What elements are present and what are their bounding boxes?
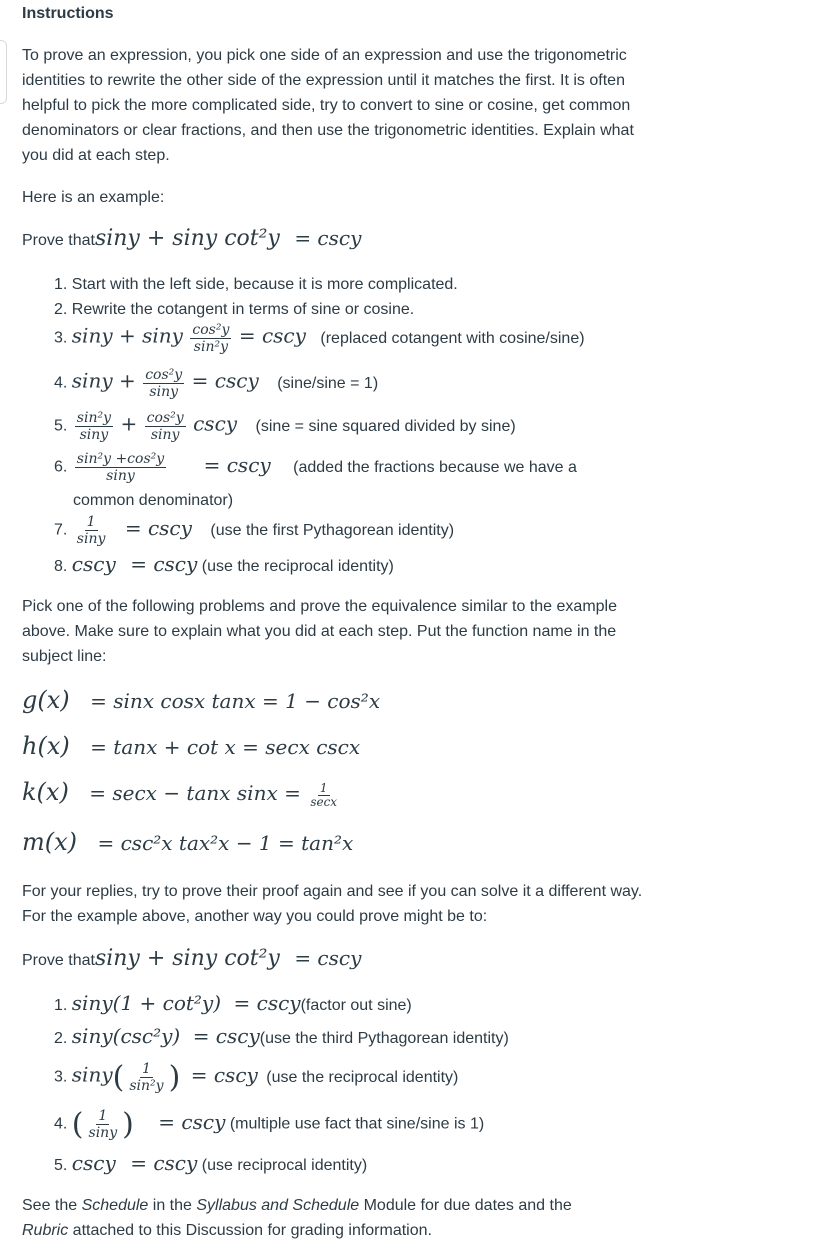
fraction-1 [75, 410, 113, 443]
right-paren: ) [122, 1107, 134, 1142]
step-rhs: = cscy [203, 452, 271, 477]
step-rhs: cscy [193, 411, 238, 436]
step-rhs: = cscy [124, 515, 192, 540]
fraction [190, 322, 231, 355]
step-note: (sine = sine squared divided by sine) [255, 417, 516, 435]
step-number: 8. [54, 558, 68, 575]
denominator: siny [149, 384, 178, 400]
step-number: 2. [54, 1030, 68, 1047]
numerator: sin²y [76, 410, 111, 426]
footer-text: Module for due dates and the [359, 1197, 572, 1214]
prove-rhs: = cscy [294, 946, 362, 970]
step-note: (use the third Pythagorean identity) [259, 1030, 509, 1047]
step1-item-1 [54, 276, 458, 294]
prove-statement-2 [22, 946, 361, 971]
step-number: 2. [54, 301, 68, 318]
step1-item-4 [54, 367, 378, 400]
left-paren: ( [71, 1107, 84, 1142]
step-rhs: = cscy [192, 1024, 260, 1048]
step2-item-3 [54, 1060, 458, 1095]
step-lhs: siny(csc²y) [71, 1024, 181, 1048]
numerator: cos²y [192, 322, 230, 338]
denominator: siny [79, 427, 109, 443]
footer-text: in the [148, 1197, 197, 1214]
step-number: 4. [54, 1115, 68, 1133]
function-m [22, 828, 353, 856]
step-note: (added the fractions because we have a [293, 458, 577, 476]
pick-paragraph: Pick one of the following problems and prove the equivalence similar to the example above. Make sure to explain what you did at each step. Put the function name in the subject line: [22, 598, 617, 665]
function-g [22, 686, 380, 714]
function-name: h(x) [22, 732, 70, 760]
step1-item-8 [54, 552, 394, 576]
step-number: 5. [54, 417, 68, 435]
step1-item-2 [54, 301, 414, 319]
step-number: 6. [54, 458, 68, 476]
step2-item-1 [54, 991, 412, 1015]
fraction [75, 514, 108, 547]
step2-item-2 [54, 1024, 509, 1048]
function-name: m(x) [22, 828, 78, 856]
denominator: siny [76, 531, 106, 547]
step1-item-6 [54, 451, 577, 484]
step-note: (use reciprocal identity) [201, 1157, 368, 1174]
numerator: 1 [142, 1061, 151, 1077]
step2-item-5 [54, 1151, 367, 1175]
function-expression: = tanx + cot x = secx cscx [90, 735, 361, 759]
fraction [308, 782, 339, 809]
step-number: 5. [54, 1157, 68, 1174]
function-expression: = sinx cosx tanx = 1 − cos²x [90, 689, 381, 713]
step-number: 4. [54, 374, 68, 392]
prove-expression: siny + siny cot²y [94, 946, 280, 971]
step-rhs: = cscy [233, 991, 301, 1015]
step-number: 7. [54, 521, 68, 539]
numerator: 1 [319, 781, 328, 796]
fraction [75, 451, 166, 484]
function-name: g(x) [22, 686, 70, 714]
function-name: k(x) [22, 778, 69, 806]
step-note: (factor out sine) [300, 997, 412, 1014]
step-number: 1. [54, 276, 68, 293]
step1-item-5 [54, 410, 516, 443]
step-lhs: siny [71, 1062, 113, 1087]
prove-expression: siny + siny cot²y [94, 226, 280, 251]
left-paren: ( [112, 1060, 125, 1095]
step-lhs: siny(1 + cot²y) [71, 991, 222, 1015]
numerator: cos²y [146, 410, 184, 426]
footer-text: attached to this Discussion for grading information. [68, 1222, 432, 1239]
step-rhs: = cscy [158, 1109, 226, 1134]
page-title: Instructions [22, 5, 114, 22]
step-note: common denominator) [73, 492, 234, 509]
step-rhs: = cscy [191, 368, 259, 393]
step-lhs: siny + [71, 368, 136, 393]
example-label: Here is an example: [22, 189, 165, 206]
function-h [22, 732, 360, 760]
right-paren: ) [168, 1060, 181, 1095]
numerator: 1 [98, 1108, 108, 1124]
step-rhs: = cscy [130, 552, 198, 576]
replies-paragraph: For your replies, try to prove their proof again and see if you can solve it a different way. For the example above, another way you could prove might be to: [22, 883, 643, 925]
schedule-reference: Schedule [81, 1197, 149, 1214]
function-expression: = csc²x tax²x − 1 = tan²x [97, 831, 354, 855]
step-number: 1. [54, 997, 68, 1014]
syllabus-reference: Syllabus and Schedule [196, 1197, 360, 1214]
step1-item-6-continued [73, 492, 233, 510]
denominator: siny [150, 427, 180, 443]
step-note: (use the reciprocal identity) [266, 1068, 459, 1086]
step-number: 3. [54, 1068, 68, 1086]
side-panel-tab[interactable] [0, 40, 7, 104]
prove-rhs: = cscy [294, 226, 362, 250]
fraction-2 [145, 410, 186, 443]
numerator: sin²y +cos²y [76, 451, 165, 467]
numerator: 1 [86, 514, 96, 530]
step-note: (multiple use fact that sine/sine is 1) [229, 1115, 485, 1133]
denominator: sin²y [129, 1078, 164, 1094]
step-note: (replaced cotangent with cosine/sine) [320, 329, 585, 347]
prove-label: Prove that [22, 952, 95, 969]
numerator: cos²y [145, 367, 183, 383]
denominator: secx [310, 795, 338, 810]
step-number: 3. [54, 329, 68, 347]
function-expression: = secx − tanx sinx = [89, 781, 301, 805]
denominator: siny [106, 468, 135, 484]
step-rhs: = cscy [130, 1151, 198, 1175]
denominator: siny [88, 1125, 118, 1141]
denominator: sin²y [193, 339, 228, 355]
fraction [143, 367, 184, 400]
fraction [87, 1108, 120, 1141]
step1-item-3 [54, 322, 585, 355]
step-lhs: cscy [71, 552, 116, 576]
function-k [22, 778, 342, 809]
step1-item-7 [54, 514, 454, 547]
step-text: Rewrite the cotangent in terms of sine or cosine. [71, 301, 415, 318]
step-text: Start with the left side, because it is more complicated. [71, 276, 458, 293]
step-lhs: siny + siny [71, 323, 183, 348]
fraction [127, 1061, 165, 1094]
step-lhs: cscy [71, 1151, 116, 1175]
step2-item-4 [54, 1107, 484, 1142]
step-note: (use the reciprocal identity) [201, 558, 394, 575]
footer-text: See the [22, 1197, 82, 1214]
step-rhs: = cscy [238, 323, 306, 348]
prove-statement-1 [22, 226, 361, 251]
plus-sign: + [120, 411, 138, 436]
footer-paragraph [22, 1193, 642, 1243]
step-rhs: = cscy [190, 1062, 258, 1087]
prove-label: Prove that [22, 232, 95, 249]
step-note: (sine/sine = 1) [277, 374, 379, 392]
rubric-reference: Rubric [22, 1222, 69, 1239]
step-note: (use the first Pythagorean identity) [210, 521, 455, 539]
intro-paragraph: To prove an expression, you pick one side of an expression and use the trigonometric identities to rewrite the other side of the expression until it matches the first. It is often helpful to pick the more complicated side, try to convert to sine or cosine, get common denominators or clear fractions, and then use the trigonometric identities. Explain what you did at each step. [22, 47, 634, 164]
